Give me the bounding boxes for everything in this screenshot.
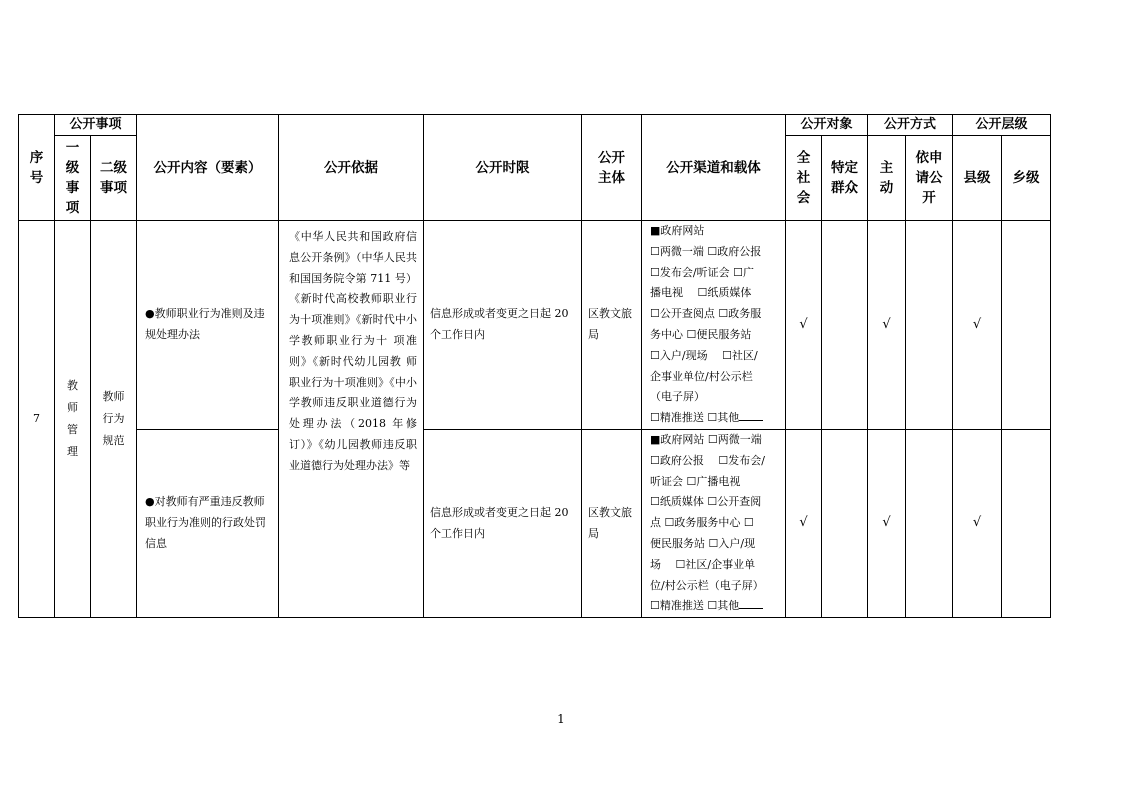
channel-line: 便民服务站 ☐入户/现 bbox=[650, 536, 756, 550]
subject-cell: 区教文旅局 bbox=[582, 221, 642, 430]
channel-list bbox=[650, 430, 779, 596]
time-limit-cell: 信息形成或者变更之日起 20 个工作日内 bbox=[424, 221, 582, 430]
header-method-active: 主动 bbox=[868, 136, 906, 221]
channel-line: ■政府网站 ☐两微一端 bbox=[650, 432, 762, 446]
channel-line: ■政府网站 bbox=[650, 224, 705, 237]
seq-cell: 7 bbox=[19, 221, 55, 618]
table-row bbox=[19, 429, 1051, 617]
channel-line: 位/村公示栏（电子屏） bbox=[650, 578, 764, 592]
channel-line: ☐纸质媒体 ☐公开查阅 bbox=[650, 495, 762, 509]
channel-line: 企事业单位/村公示栏 bbox=[650, 369, 753, 383]
header-public-matter: 公开事项 bbox=[55, 115, 137, 136]
header-time-limit: 公开时限 bbox=[424, 115, 582, 221]
level-township-cell bbox=[1002, 429, 1051, 617]
audience-specific-cell bbox=[822, 221, 868, 430]
subject-cell: 区教文旅局 bbox=[582, 429, 642, 617]
level2-cell: 教师行为规范 bbox=[91, 221, 137, 618]
header-level1: 一级事项 bbox=[55, 136, 91, 221]
table-row bbox=[19, 221, 1051, 430]
audience-all-cell: √ bbox=[786, 429, 822, 617]
audience-all-cell: √ bbox=[786, 221, 822, 430]
header-content: 公开内容（要素） bbox=[137, 115, 279, 221]
channel-last-line: ☐精准推送 ☐其他 bbox=[650, 596, 779, 617]
header-level: 公开层级 bbox=[953, 115, 1051, 136]
header-audience-specific: 特定群众 bbox=[822, 136, 868, 221]
header-audience-all: 全社会 bbox=[786, 136, 822, 221]
method-request-cell bbox=[906, 429, 953, 617]
page-number: 1 bbox=[557, 712, 565, 726]
channel-line: 听证会 ☐广播电视 bbox=[650, 474, 741, 488]
method-active-cell: √ bbox=[868, 429, 906, 617]
channel-line: ☐入户/现场 ☐社区/ bbox=[650, 348, 758, 362]
level-county-cell: √ bbox=[953, 429, 1002, 617]
time-limit-cell: 信息形成或者变更之日起 20 个工作日内 bbox=[424, 429, 582, 617]
header-method-request: 依申请公开 bbox=[906, 136, 953, 221]
basis-cell: 《中华人民共和国政府信息公开条例》（中华人民共和国国务院令第 711 号）《新时代高校教师职业行为十项准则》《新时代中小学教师职业行为十 项准则》《新时代幼儿园教 师职业行为十项准则》《中小学教师违反职业道德行为处理办法（2018 年修订）》《幼儿园教师违反职业道德行为处理办法》等 bbox=[279, 221, 424, 618]
level1-cell: 教师管理 bbox=[55, 221, 91, 618]
channel-line: ☐发布会/听证会 ☐广 bbox=[650, 265, 754, 279]
header-level2: 二级事项 bbox=[91, 136, 137, 221]
channel-line: 播电视 ☐纸质媒体 bbox=[650, 286, 752, 300]
header-level-county: 县级 bbox=[953, 136, 1002, 221]
content-cell: ●对教师有严重违反教师职业行为准则的行政处罚信息 bbox=[137, 429, 279, 617]
header-channel: 公开渠道和载体 bbox=[642, 115, 786, 221]
channel-line: 点 ☐政务服务中心 ☐ bbox=[650, 516, 754, 530]
level-county-cell: √ bbox=[953, 221, 1002, 430]
method-request-cell bbox=[906, 221, 953, 430]
channel-line: （电子屏） bbox=[650, 390, 706, 404]
header-row-1 bbox=[19, 115, 1051, 136]
channel-line: ☐政府公报 ☐发布会/ bbox=[650, 453, 765, 467]
channel-line: ☐两微一端 ☐政府公报 bbox=[650, 244, 762, 258]
channel-cell bbox=[642, 429, 786, 617]
channel-cell bbox=[642, 221, 786, 430]
header-audience: 公开对象 bbox=[786, 115, 868, 136]
audience-specific-cell bbox=[822, 429, 868, 617]
channel-line: ☐公开查阅点 ☐政务服 bbox=[650, 307, 762, 321]
channel-line: 场 ☐社区/企事业单 bbox=[650, 557, 756, 571]
level-township-cell bbox=[1002, 221, 1051, 430]
method-active-cell: √ bbox=[868, 221, 906, 430]
header-level-township: 乡级 bbox=[1002, 136, 1051, 221]
header-basis: 公开依据 bbox=[279, 115, 424, 221]
channel-last-line: ☐精准推送 ☐其他 bbox=[650, 408, 779, 429]
content-cell: ●教师职业行为准则及违规处理办法 bbox=[137, 221, 279, 430]
channel-line: 务中心 ☐便民服务站 bbox=[650, 327, 752, 341]
channel-list bbox=[650, 221, 779, 408]
header-method: 公开方式 bbox=[868, 115, 953, 136]
header-seq: 序号 bbox=[19, 115, 55, 221]
header-subject: 公开主体 bbox=[582, 115, 642, 221]
disclosure-table bbox=[18, 114, 1051, 618]
